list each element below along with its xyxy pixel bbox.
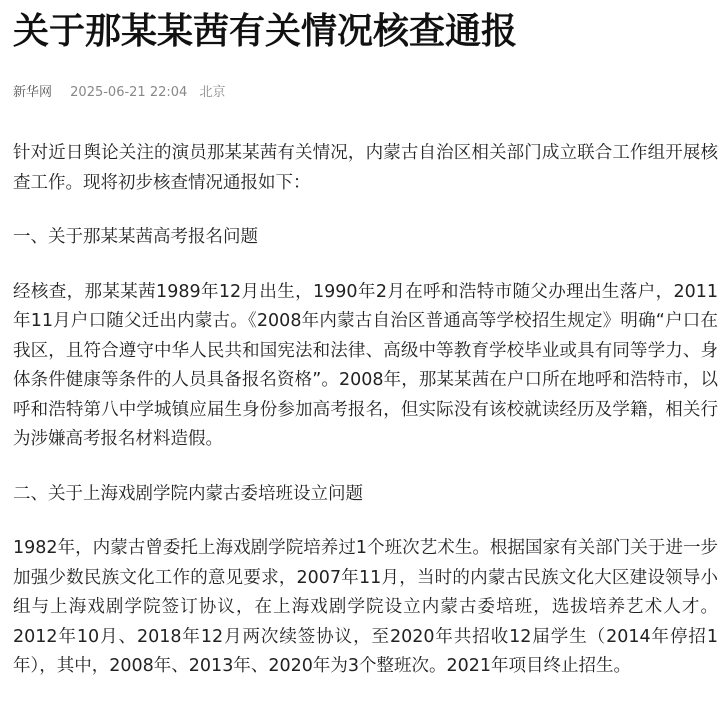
section-heading-2: 二、关于上海戏剧学院内蒙古委培班设立问题 [13,483,363,504]
article-meta [13,83,718,103]
article [13,0,718,682]
article-title: 关于那某某茜有关情况核查通报 [13,11,518,52]
intro-paragraph: 针对近日舆论关注的演员那某某茜有关情况，内蒙古自治区相关部门成立联合工作组开展核查工作。现将初步核查情况通报如下： [13,143,718,193]
section-paragraph-1: 经核查，那某某茜1989年12月出生，1990年2月在呼和浩特市随父办理出生落户，2011年11月户口随父迁出内蒙古。《2008年内蒙古自治区普通高等学校招生规定》明确“户口在我区，且符合遵守中华人民共和国宪法和法律、高级中等教育学校毕业或具有同等学力、身体条件健康等条件的人员具备报名资格”。2008年，那某某茜在户口所在地呼和浩特市，以呼和浩特第八中学城镇应届生身份参加高考报名，但实际没有该校就读经历及学籍，相关行为涉嫌高考报名材料造假。 [13,281,718,449]
section-paragraph-2: 1982年，内蒙古曾委托上海戏剧学院培养过1个班次艺术生。根据国家有关部门关于进一步加强少数民族文化工作的意见要求，2007年11月，当时的内蒙古民族文化大区建设领导小组与上海戏剧学院签订协议，在上海戏剧学院设立内蒙古委培班，选拔培养艺术人才。2012年10月、2018年12月两次续签协议，至2020年共招收12届学生（2014年停招1年），其中，2008年、2013年、2020年为3个整班次。2021年项目终止招生。 [13,538,718,676]
article-datetime: 2025-06-21 22:04 [70,85,188,100]
article-body [13,139,718,682]
section-heading-1: 一、关于那某某茜高考报名问题 [13,227,258,247]
article-source[interactable]: 新华网 [13,85,53,100]
article-location: 北京 [199,85,226,100]
